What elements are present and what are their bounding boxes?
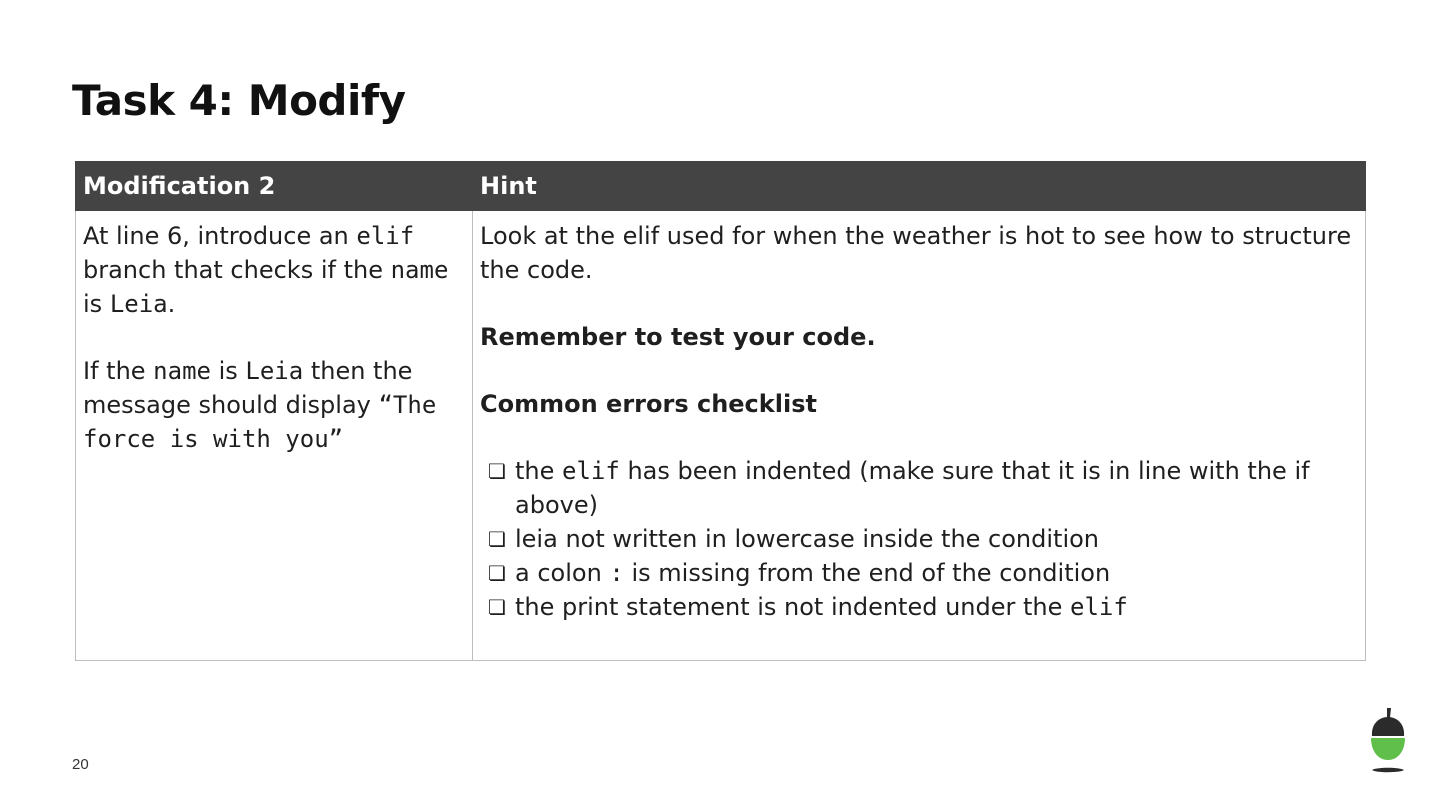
inline-code: name [153, 357, 211, 385]
inline-code: name [390, 256, 449, 284]
checklist-item-text [515, 454, 1358, 522]
checklist-item [488, 590, 1358, 624]
text-segment: then the message should display [83, 357, 413, 419]
table-row [76, 211, 1366, 661]
text-segment: is missing from the end of the condition [623, 559, 1111, 587]
inline-code: elif [356, 222, 415, 250]
checkbox-icon: ❏ [488, 459, 506, 483]
slide-title: Task 4: Modify [72, 76, 406, 125]
text-segment: a colon [515, 559, 610, 587]
text-segment: branch that checks if the [83, 256, 391, 284]
checkbox-icon: ❏ [488, 595, 506, 619]
inline-code: Leia [245, 357, 304, 385]
checklist-item-text [515, 522, 1358, 556]
text-segment: If the [83, 357, 154, 385]
text-segment: leia not written in lowercase inside the condition [515, 525, 1100, 553]
hint-text: Look at the elif used for when the weather is hot to see how to structure the code. [480, 222, 1352, 284]
acorn-cap [1372, 717, 1404, 736]
checklist-item [488, 522, 1358, 556]
checklist-item [488, 454, 1358, 522]
errors-checklist [480, 454, 1358, 624]
task-table [75, 161, 1366, 661]
checklist-item-text [515, 556, 1358, 590]
text-segment: the [515, 457, 563, 485]
header-hint: Hint [473, 162, 1366, 211]
inline-code: : [609, 559, 624, 587]
table-header-row [76, 162, 1366, 211]
acorn-nut [1371, 738, 1405, 760]
text-segment: . [167, 290, 176, 318]
checklist-item-text [515, 590, 1358, 624]
header-modification: Modification 2 [76, 162, 473, 211]
text-segment: the print statement is not indented under the [515, 593, 1071, 621]
checkbox-icon: ❏ [488, 527, 506, 551]
text-segment: has been indented (make sure that it is in line with the if above) [515, 457, 1310, 519]
inline-code: “The force is with you” [83, 391, 437, 453]
inline-code: elif [562, 457, 620, 485]
checkbox-icon: ❏ [488, 561, 506, 585]
modification-paragraph-2 [83, 354, 465, 456]
checklist-item [488, 556, 1358, 590]
modification-paragraph-1 [83, 219, 465, 321]
acorn-base [1372, 768, 1404, 773]
modification-cell [76, 211, 473, 661]
checklist-title: Common errors checklist [480, 390, 817, 418]
acorn-icon [1366, 706, 1410, 778]
text-segment: is [210, 357, 246, 385]
text-segment: is [83, 290, 110, 318]
inline-code: Leia [109, 290, 168, 318]
hint-cell [473, 211, 1366, 661]
inline-code: elif [1070, 593, 1128, 621]
remember-note: Remember to test your code. [480, 323, 876, 351]
text-segment: At line 6, introduce an [83, 222, 357, 250]
page-number: 20 [72, 756, 89, 773]
acorn-stem [1387, 708, 1391, 718]
